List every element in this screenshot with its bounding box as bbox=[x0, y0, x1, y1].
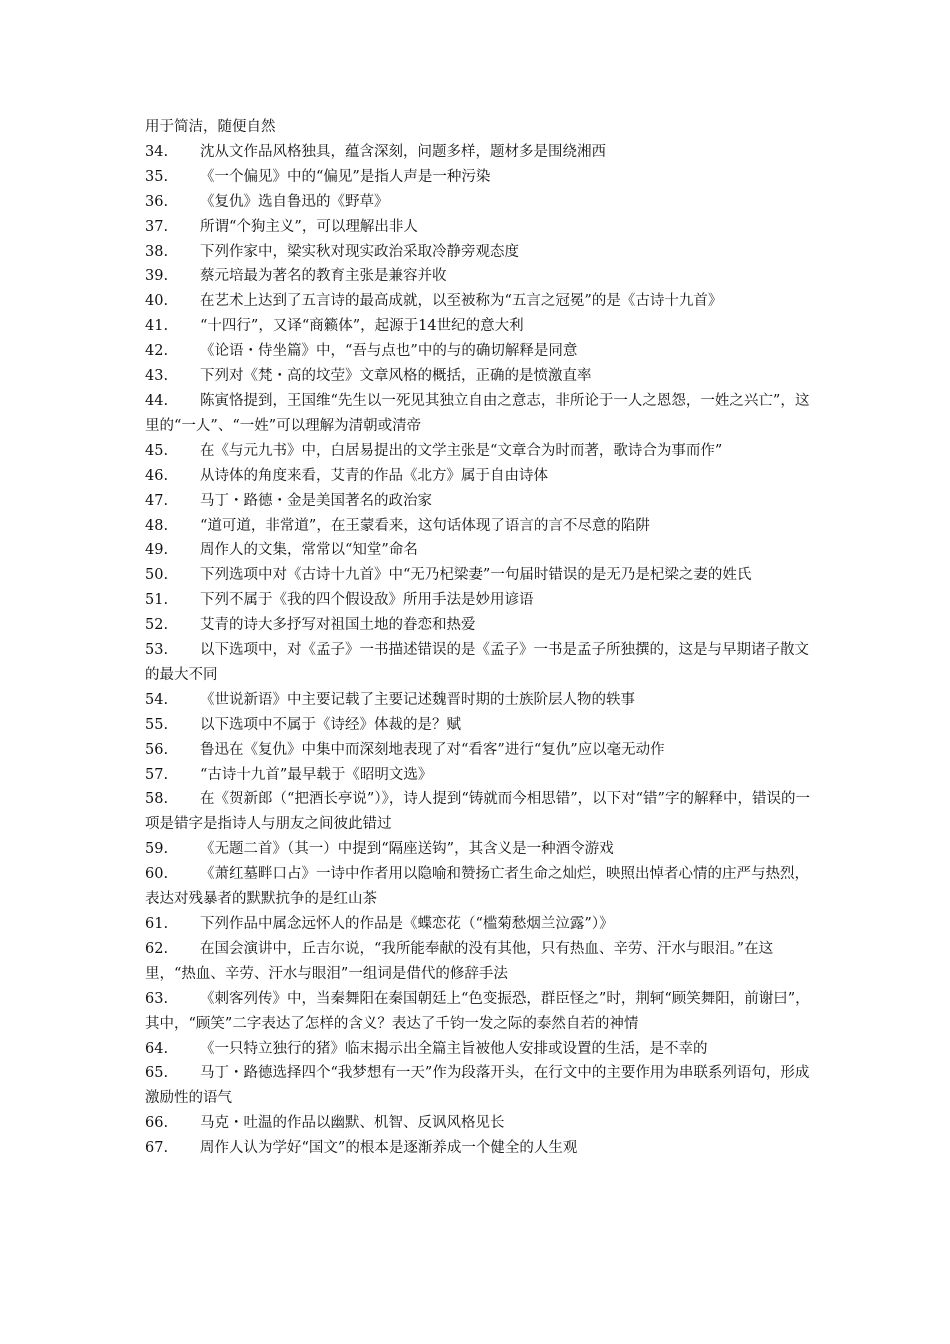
item-text: 艾青的诗大多抒写对祖国土地的眷恋和热爱 bbox=[200, 617, 476, 634]
intro-line: 用于简洁，随便自然 bbox=[145, 119, 276, 135]
item-number: 37. bbox=[145, 218, 169, 235]
list-item bbox=[145, 613, 810, 638]
item-text: 《一个偏见》中的“偏见”是指人声是一种污染 bbox=[200, 168, 491, 185]
list-item bbox=[145, 389, 810, 439]
list-item bbox=[145, 738, 810, 763]
item-number: 63. bbox=[145, 990, 169, 1007]
list-item bbox=[145, 289, 810, 314]
item-number: 57. bbox=[145, 766, 169, 783]
item-text: 《萧红墓畔口占》一诗中作者用以隐喻和赞扬亡者生命之灿烂，映照出悼者心情的庄严与热烈，表达对残暴者的默默抗争的是红山茶 bbox=[145, 866, 809, 908]
item-text: 《无题二首》（其一）中提到“隔座送钩”，其含义是一种酒令游戏 bbox=[200, 841, 614, 858]
item-text: 下列对《梵・高的坟茔》文章风格的概括，正确的是愤激直率 bbox=[200, 368, 592, 385]
item-text: 在《贺新郎（“把酒长亭说”）》，诗人提到“铸就而今相思错”，以下对“错”字的解释中，错误的一项是错字是指诗人与朋友之间彼此错过 bbox=[145, 791, 810, 833]
item-number: 34. bbox=[145, 143, 169, 160]
item-text: 陈寅恪提到，王国维“先生以一死见其独立自由之意志，非所论于一人之恩怨，一姓之兴亡”，这里的“一人”、“一姓”可以理解为清朝或清帝 bbox=[145, 392, 810, 434]
item-number: 42. bbox=[145, 343, 169, 360]
list-item bbox=[145, 364, 810, 389]
list-item bbox=[145, 713, 810, 738]
item-number: 62. bbox=[145, 940, 169, 957]
item-number: 44. bbox=[145, 392, 169, 409]
item-text: 以下选项中，对《孟子》一书描述错误的是《孟子》一书是孟子所独撰的，这是与早期诸子散文的最大不同 bbox=[145, 642, 809, 683]
item-text: 《复仇》选自鲁迅的《野草》 bbox=[200, 193, 389, 210]
item-number: 54. bbox=[145, 691, 169, 708]
document-page bbox=[145, 115, 810, 1161]
item-text: 马克・吐温的作品以幽默、机智、反讽风格见长 bbox=[200, 1115, 505, 1132]
item-number: 41. bbox=[145, 318, 169, 335]
item-number: 35. bbox=[145, 168, 169, 185]
item-text: “道可道，非常道”，在王蒙看来，这句话体现了语言的言不尽意的陷阱 bbox=[200, 517, 650, 534]
list-item bbox=[145, 165, 810, 190]
list-item bbox=[145, 464, 810, 489]
item-number: 46. bbox=[145, 467, 169, 484]
item-text: 周作人的文集，常常以“知堂”命名 bbox=[200, 542, 418, 559]
item-text: 在国会演讲中，丘吉尔说，“我所能奉献的没有其他，只有热血、辛劳、汗水与眼泪。”在这里，“热血、辛劳、汗水与眼泪”一组词是借代的修辞手法 bbox=[145, 940, 774, 982]
item-text: 在《与元九书》中，白居易提出的文学主张是“文章合为时而著，歌诗合为事而作” bbox=[200, 442, 723, 459]
list-item bbox=[145, 489, 810, 514]
item-number: 53. bbox=[145, 642, 169, 659]
list-item bbox=[145, 912, 810, 937]
list-item bbox=[145, 538, 810, 563]
item-number: 47. bbox=[145, 492, 169, 509]
item-number: 65. bbox=[145, 1065, 169, 1082]
item-text: 所谓“个狗主义”，可以理解出非人 bbox=[200, 218, 418, 235]
item-text: 从诗体的角度来看，艾青的作品《北方》属于自由诗体 bbox=[200, 467, 548, 484]
list-item bbox=[145, 763, 810, 788]
list-item bbox=[145, 688, 810, 713]
item-text: 马丁・路德・金是美国著名的政治家 bbox=[200, 492, 432, 509]
question-list bbox=[145, 140, 810, 1161]
list-item bbox=[145, 1136, 810, 1161]
list-item bbox=[145, 638, 810, 688]
item-number: 61. bbox=[145, 916, 169, 932]
item-number: 60. bbox=[145, 866, 169, 883]
item-text: 在艺术上达到了五言诗的最高成就，以至被称为“五言之冠冕”的是《古诗十九首》 bbox=[200, 293, 723, 310]
list-item bbox=[145, 314, 810, 339]
item-text: 下列选项中对《古诗十九首》中“无乃杞梁妻”一句届时错误的是无乃是杞梁之妻的姓氏 bbox=[200, 567, 752, 584]
list-item bbox=[145, 1111, 810, 1136]
item-text: 沈从文作品风格独具，蕴含深刻，问题多样，题材多是围绕湘西 bbox=[200, 143, 606, 160]
item-text: 马丁・路德选择四个“我梦想有一天”作为段落开头，在行文中的主要作用为串联系列语句，形成激励性的语气 bbox=[145, 1065, 810, 1107]
item-text: 《世说新语》中主要记载了主要记述魏晋时期的士族阶层人物的轶事 bbox=[200, 691, 635, 708]
item-text: 以下选项中不属于《诗经》体裁的是？赋 bbox=[200, 716, 461, 733]
item-text: 鲁迅在《复仇》中集中而深刻地表现了对“看客”进行“复仇”应以毫无动作 bbox=[200, 741, 665, 758]
item-text: 蔡元培最为著名的教育主张是兼容并收 bbox=[200, 268, 447, 285]
item-text: 《论语・侍坐篇》中，“吾与点也”中的与的确切解释是同意 bbox=[200, 343, 578, 360]
item-number: 52. bbox=[145, 617, 169, 634]
item-text: 周作人认为学好“国文”的根本是逐渐养成一个健全的人生观 bbox=[200, 1140, 578, 1157]
item-number: 48. bbox=[145, 517, 169, 534]
item-number: 45. bbox=[145, 442, 169, 459]
list-item bbox=[145, 140, 810, 165]
item-text: 下列不属于《我的四个假设敌》所用手法是妙用谚语 bbox=[200, 592, 534, 609]
list-item bbox=[145, 240, 810, 265]
item-number: 51. bbox=[145, 592, 169, 609]
item-text: 《一只特立独行的猪》临末揭示出全篇主旨被他人安排或设置的生活，是不幸的 bbox=[200, 1040, 708, 1057]
item-number: 59. bbox=[145, 841, 169, 858]
list-item bbox=[145, 837, 810, 862]
item-number: 67. bbox=[145, 1140, 169, 1157]
list-item bbox=[145, 264, 810, 289]
item-number: 50. bbox=[145, 567, 169, 584]
list-item bbox=[145, 215, 810, 240]
item-text: “十四行”，又译“商籁体”，起源于14世纪的意大利 bbox=[200, 318, 524, 335]
item-number: 66. bbox=[145, 1115, 169, 1132]
item-number: 43. bbox=[145, 368, 169, 385]
item-number: 49. bbox=[145, 542, 169, 559]
list-item bbox=[145, 190, 810, 215]
item-number: 39. bbox=[145, 268, 169, 285]
item-text: 下列作品中属念远怀人的作品是《蝶恋花（“槛菊愁烟兰泣露”）》 bbox=[200, 916, 614, 932]
item-text: 下列作家中，梁实秋对现实政治采取冷静旁观态度 bbox=[200, 243, 519, 260]
list-item bbox=[145, 1061, 810, 1111]
item-text: “古诗十九首”最早载于《昭明文选》 bbox=[200, 766, 433, 783]
list-item bbox=[145, 588, 810, 613]
item-text: 《刺客列传》中，当秦舞阳在秦国朝廷上“色变振恐，群臣怪之”时，荆轲“顾笑舞阳，前谢曰”，其中，“顾笑”二字表达了怎样的含义？表达了千钧一发之际的泰然自若的神情 bbox=[145, 990, 810, 1032]
item-number: 36. bbox=[145, 193, 169, 210]
item-number: 40. bbox=[145, 293, 169, 310]
item-number: 56. bbox=[145, 741, 169, 758]
item-number: 58. bbox=[145, 791, 169, 808]
list-item bbox=[145, 439, 810, 464]
list-item bbox=[145, 987, 810, 1037]
list-item bbox=[145, 1037, 810, 1062]
list-item bbox=[145, 514, 810, 539]
item-number: 55. bbox=[145, 716, 169, 733]
list-item bbox=[145, 563, 810, 588]
item-number: 38. bbox=[145, 243, 169, 260]
item-number: 64. bbox=[145, 1040, 169, 1057]
list-item bbox=[145, 862, 810, 912]
list-item bbox=[145, 937, 810, 987]
list-item bbox=[145, 787, 810, 837]
list-item bbox=[145, 339, 810, 364]
